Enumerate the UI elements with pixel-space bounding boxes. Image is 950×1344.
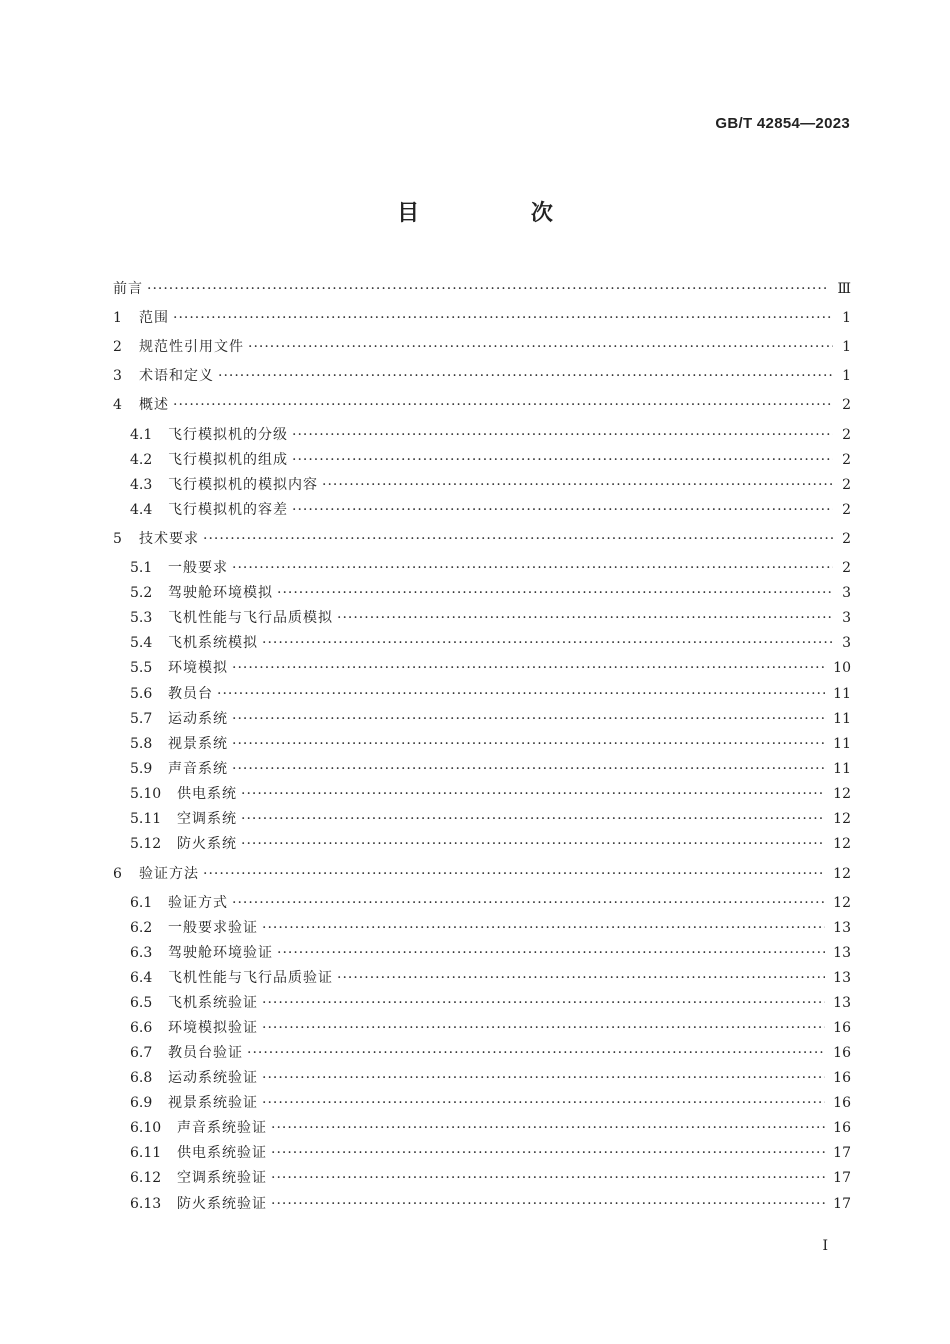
toc-entry-number: 6.2 <box>130 920 153 936</box>
toc-entry-label: 供电系统 <box>177 786 237 802</box>
toc-entry-number: 5.9 <box>130 761 153 777</box>
toc-entry[interactable] <box>130 1193 851 1213</box>
toc-leader-dots <box>337 970 825 986</box>
toc-entry-number: 6.13 <box>130 1196 162 1212</box>
toc-entry-label: 飞机系统模拟 <box>168 635 258 651</box>
toc-entry-label: 视景系统 <box>168 736 228 752</box>
standard-code: GB/T 42854—2023 <box>715 115 850 132</box>
toc-entry-number: 5 <box>113 531 122 547</box>
toc-entry[interactable] <box>130 557 851 577</box>
toc-entry-page: 3 <box>842 635 851 651</box>
toc-leader-dots <box>262 635 833 651</box>
toc-entry[interactable] <box>130 1167 851 1187</box>
toc-title: 目 次 <box>397 201 605 226</box>
toc-entry-label: 供电系统验证 <box>177 1145 267 1161</box>
toc-entry-number: 5.6 <box>130 686 153 702</box>
toc-entry-page: 2 <box>842 427 851 443</box>
toc-leader-dots <box>262 995 825 1011</box>
toc-entry[interactable] <box>130 449 851 469</box>
toc-entry-page: 16 <box>833 1070 851 1086</box>
toc-entry-page: 12 <box>833 866 851 882</box>
toc-entry-label: 技术要求 <box>139 531 199 547</box>
toc-entry[interactable] <box>130 474 851 494</box>
toc-entry[interactable] <box>113 863 851 883</box>
toc-entry-page: 13 <box>833 970 851 986</box>
toc-leader-dots <box>277 945 825 961</box>
toc-entry-label: 声音系统验证 <box>177 1120 267 1136</box>
toc-entry[interactable] <box>113 528 851 548</box>
toc-entry-label: 环境模拟 <box>168 660 228 676</box>
toc-entry-label: 飞机性能与飞行品质模拟 <box>168 610 333 626</box>
toc-leader-dots <box>271 1120 825 1136</box>
toc-entry-number: 5.1 <box>130 560 153 576</box>
toc-entry-label: 验证方式 <box>168 895 228 911</box>
toc-entry-number: 5.5 <box>130 660 153 676</box>
toc-entry-page: 16 <box>833 1020 851 1036</box>
toc-entry-label: 驾驶舱环境模拟 <box>168 585 273 601</box>
toc-leader-dots <box>232 560 833 576</box>
toc-entry-label: 运动系统 <box>168 711 228 727</box>
toc-entry-page: Ⅲ <box>837 281 851 297</box>
toc-leader-dots <box>262 1020 825 1036</box>
toc-entry[interactable] <box>130 1017 851 1037</box>
toc-entry-number: 6.5 <box>130 995 153 1011</box>
toc-entry-label: 教员台 <box>168 686 213 702</box>
toc-leader-dots <box>173 310 833 326</box>
toc-entry-page: 2 <box>842 502 851 518</box>
toc-entry-page: 16 <box>833 1095 851 1111</box>
toc-entry-label: 飞行模拟机的模拟内容 <box>168 477 318 493</box>
toc-leader-dots <box>232 711 825 727</box>
toc-entry[interactable] <box>113 336 851 356</box>
toc-entry-label: 环境模拟验证 <box>168 1020 258 1036</box>
toc-entry[interactable] <box>113 278 851 298</box>
toc-entry-label: 概述 <box>139 397 169 413</box>
toc-leader-dots <box>271 1145 825 1161</box>
toc-leader-dots <box>262 920 825 936</box>
toc-entry-page: 1 <box>842 368 851 384</box>
toc-entry[interactable] <box>113 365 851 385</box>
toc-leader-dots <box>247 1045 825 1061</box>
toc-entry-page: 2 <box>842 477 851 493</box>
toc-entry[interactable] <box>113 307 851 327</box>
toc-entry-number: 5.3 <box>130 610 153 626</box>
toc-leader-dots <box>232 660 825 676</box>
toc-entry-page: 17 <box>833 1170 851 1186</box>
toc-entry-number: 6.12 <box>130 1170 162 1186</box>
toc-entry-number: 5.12 <box>130 836 162 852</box>
toc-entry-number: 6.11 <box>130 1145 162 1161</box>
toc-entry-number: 6.7 <box>130 1045 153 1061</box>
toc-entry[interactable] <box>130 607 851 627</box>
toc-entry-number: 4.1 <box>130 427 153 443</box>
toc-leader-dots <box>232 761 825 777</box>
toc-entry-number: 3 <box>113 368 122 384</box>
toc-entry-label: 空调系统验证 <box>177 1170 267 1186</box>
toc-entry-label: 教员台验证 <box>168 1045 243 1061</box>
toc-leader-dots <box>232 736 825 752</box>
toc-entry-label: 术语和定义 <box>139 368 214 384</box>
toc-entry[interactable] <box>130 683 851 703</box>
toc-entry-page: 12 <box>833 836 851 852</box>
toc-entry-number: 6 <box>113 866 122 882</box>
toc-entry-page: 16 <box>833 1120 851 1136</box>
toc-entry-page: 1 <box>842 310 851 326</box>
toc-entry-page: 1 <box>842 339 851 355</box>
toc-entry[interactable] <box>130 499 851 519</box>
toc-leader-dots <box>322 477 833 493</box>
toc-entry[interactable] <box>130 424 851 444</box>
toc-leader-dots <box>292 502 833 518</box>
toc-leader-dots <box>271 1196 825 1212</box>
toc-leader-dots <box>262 1070 825 1086</box>
toc-entry-number: 4.2 <box>130 452 153 468</box>
toc-leader-dots <box>292 427 833 443</box>
toc-entry-label: 声音系统 <box>168 761 228 777</box>
toc-entry[interactable] <box>130 892 851 912</box>
toc-entry-label: 飞行模拟机的组成 <box>168 452 288 468</box>
toc-entry-page: 2 <box>842 452 851 468</box>
toc-entry-label: 防火系统 <box>177 836 237 852</box>
toc-entry[interactable] <box>130 758 851 778</box>
toc-entry[interactable] <box>130 1042 851 1062</box>
toc-entry-label: 驾驶舱环境验证 <box>168 945 273 961</box>
toc-entry-number: 6.3 <box>130 945 153 961</box>
toc-entry-number: 4.4 <box>130 502 153 518</box>
toc-entry-page: 2 <box>842 560 851 576</box>
toc-leader-dots <box>203 531 833 547</box>
page-number: I <box>822 1238 828 1254</box>
toc-entry-label: 空调系统 <box>177 811 237 827</box>
toc-entry-number: 6.1 <box>130 895 153 911</box>
toc-entry-number: 4.3 <box>130 477 153 493</box>
toc-leader-dots <box>277 585 833 601</box>
toc-leader-dots <box>203 866 825 882</box>
toc-leader-dots <box>262 1095 825 1111</box>
toc-entry-number: 1 <box>113 310 122 326</box>
toc-entry-page: 2 <box>842 531 851 547</box>
toc-entry-page: 16 <box>833 1045 851 1061</box>
toc-entry-page: 11 <box>833 686 851 702</box>
toc-entry-number: 6.9 <box>130 1095 153 1111</box>
toc-entry[interactable] <box>130 733 851 753</box>
toc-entry[interactable] <box>130 967 851 987</box>
toc-entry[interactable] <box>130 632 851 652</box>
toc-entry-label: 飞机性能与飞行品质验证 <box>168 970 333 986</box>
toc-entry[interactable] <box>130 708 851 728</box>
toc-entry-number: 6.6 <box>130 1020 153 1036</box>
toc-entry-number: 5.10 <box>130 786 162 802</box>
toc-entry-number: 6.4 <box>130 970 153 986</box>
toc-leader-dots <box>241 811 825 827</box>
toc-entry[interactable] <box>130 833 851 853</box>
toc-entry-number: 6.8 <box>130 1070 153 1086</box>
toc-entry[interactable] <box>130 942 851 962</box>
toc-entry-label: 一般要求验证 <box>168 920 258 936</box>
toc-leader-dots <box>271 1170 825 1186</box>
toc-entry-page: 11 <box>833 761 851 777</box>
toc-entry-label: 飞机系统验证 <box>168 995 258 1011</box>
toc-entry-number: 5.2 <box>130 585 153 601</box>
toc-entry-number: 5.4 <box>130 635 153 651</box>
toc-leader-dots <box>292 452 833 468</box>
toc-leader-dots <box>337 610 833 626</box>
toc-entry[interactable] <box>130 808 851 828</box>
toc-entry-number: 5.8 <box>130 736 153 752</box>
toc-entry-page: 17 <box>833 1145 851 1161</box>
toc-leader-dots <box>173 397 833 413</box>
toc-entry-page: 11 <box>833 736 851 752</box>
toc-entry-page: 12 <box>833 895 851 911</box>
toc-entry-page: 13 <box>833 945 851 961</box>
toc-entry-number: 5.7 <box>130 711 153 727</box>
toc-entry[interactable] <box>130 1067 851 1087</box>
toc-entry-label: 防火系统验证 <box>177 1196 267 1212</box>
toc-entry-page: 12 <box>833 811 851 827</box>
toc-entry[interactable] <box>130 917 851 937</box>
toc-entry-page: 10 <box>833 660 851 676</box>
toc-entry-label: 视景系统验证 <box>168 1095 258 1111</box>
toc-leader-dots <box>147 281 829 297</box>
toc-entry-label: 前言 <box>113 281 143 297</box>
toc-entry[interactable] <box>130 992 851 1012</box>
toc-entry-page: 2 <box>842 397 851 413</box>
toc-entry-page: 3 <box>842 585 851 601</box>
toc-entry[interactable] <box>130 1142 851 1162</box>
toc-entry[interactable] <box>113 394 851 414</box>
toc-leader-dots <box>248 339 833 355</box>
toc-entry-page: 17 <box>833 1196 851 1212</box>
toc-leader-dots <box>241 786 825 802</box>
toc-entry-page: 13 <box>833 995 851 1011</box>
toc-entry-label: 飞行模拟机的分级 <box>168 427 288 443</box>
toc-entry-label: 运动系统验证 <box>168 1070 258 1086</box>
toc-entry-number: 2 <box>113 339 122 355</box>
toc-leader-dots <box>241 836 825 852</box>
toc-entry-label: 飞行模拟机的容差 <box>168 502 288 518</box>
toc-entry[interactable] <box>130 1117 851 1137</box>
toc-entry-number: 5.11 <box>130 811 162 827</box>
toc-entry-page: 13 <box>833 920 851 936</box>
toc-entry-label: 规范性引用文件 <box>139 339 244 355</box>
toc-entry[interactable] <box>130 582 851 602</box>
toc-leader-dots <box>218 368 833 384</box>
toc-entry-label: 范围 <box>139 310 169 326</box>
toc-entry[interactable] <box>130 657 851 677</box>
toc-entry[interactable] <box>130 783 851 803</box>
toc-entry-page: 3 <box>842 610 851 626</box>
toc-leader-dots <box>232 895 825 911</box>
toc-entry-number: 6.10 <box>130 1120 162 1136</box>
toc-entry-number: 4 <box>113 397 122 413</box>
toc-entry[interactable] <box>130 1092 851 1112</box>
toc-entry-label: 验证方法 <box>139 866 199 882</box>
toc-entry-page: 12 <box>833 786 851 802</box>
toc-entry-page: 11 <box>833 711 851 727</box>
toc-leader-dots <box>217 686 825 702</box>
toc-entry-label: 一般要求 <box>168 560 228 576</box>
